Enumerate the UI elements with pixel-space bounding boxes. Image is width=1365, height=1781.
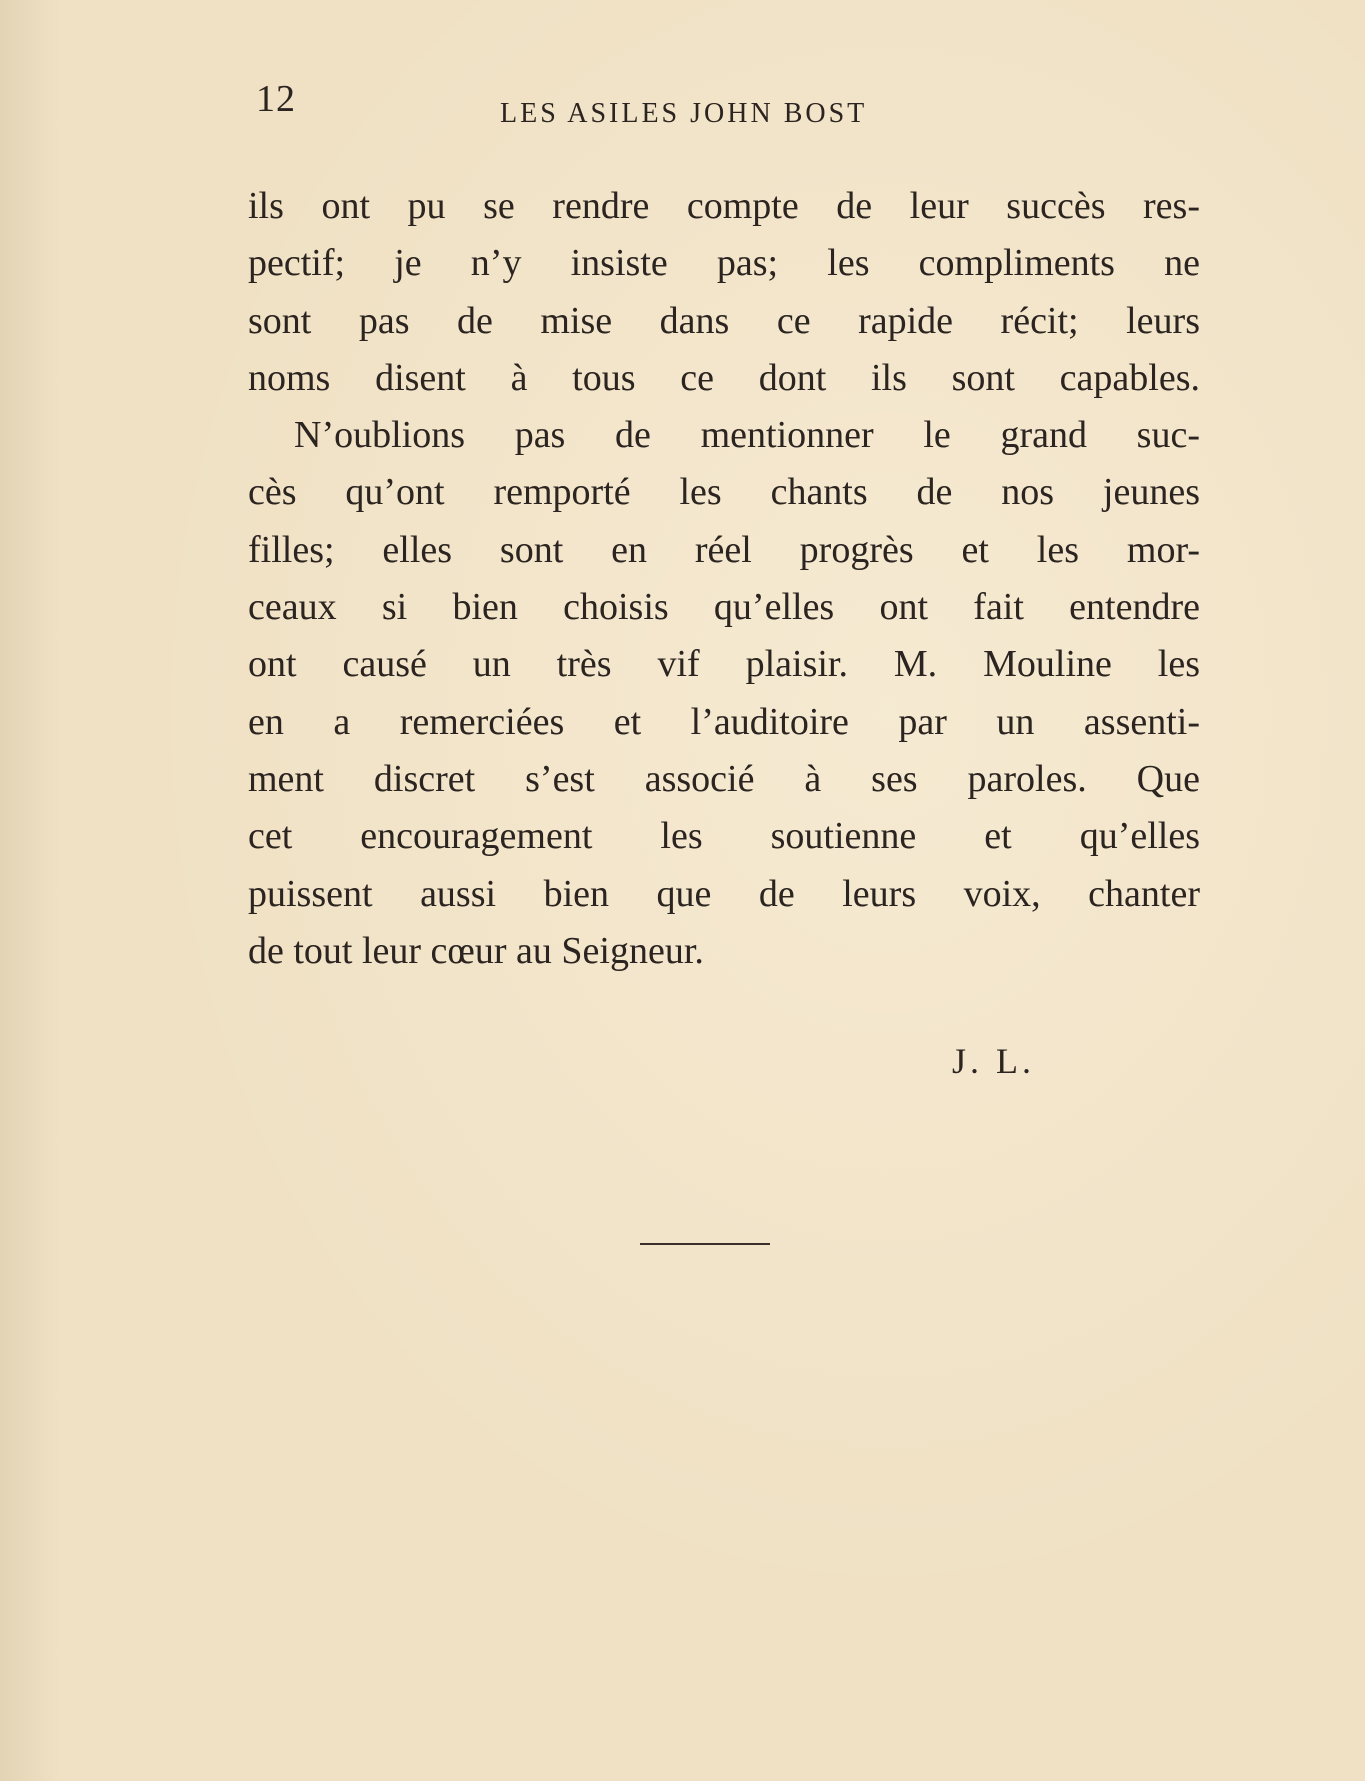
text-line: sont pas de mise dans ce rapide récit; leurs (248, 299, 1200, 342)
text-line: ont causé un très vif plaisir. M. Mouline les (248, 643, 1200, 686)
text-line: cet encouragement les soutienne et qu’elles (248, 815, 1200, 858)
body-text (248, 178, 1200, 980)
section-rule (640, 1243, 770, 1245)
text-line: ceaux si bien choisis qu’elles ont fait entendre (248, 586, 1200, 629)
text-line: ment discret s’est associé à ses paroles. Que (248, 757, 1200, 800)
page-number: 12 (256, 78, 296, 120)
text-line: noms disent à tous ce dont ils sont capables. (248, 356, 1200, 399)
text-line: filles; elles sont en réel progrès et les mor- (248, 528, 1200, 571)
text-line: en a remerciées et l’auditoire par un assenti- (248, 700, 1200, 743)
text-line: N’oublions pas de mentionner le grand suc- (294, 414, 1200, 457)
running-title: LES ASILES JOHN BOST (500, 98, 868, 129)
text-line: pectif; je n’y insiste pas; les compliments ne (248, 242, 1200, 285)
text-line: ils ont pu se rendre compte de leur succès res- (248, 185, 1200, 227)
text-line: de tout leur cœur au Seigneur. (248, 929, 704, 972)
text-line: cès qu’ont remporté les chants de nos jeunes (248, 471, 1200, 514)
signature: J. L. (952, 1041, 1035, 1081)
text-line: puissent aussi bien que de leurs voix, chanter (248, 872, 1200, 915)
